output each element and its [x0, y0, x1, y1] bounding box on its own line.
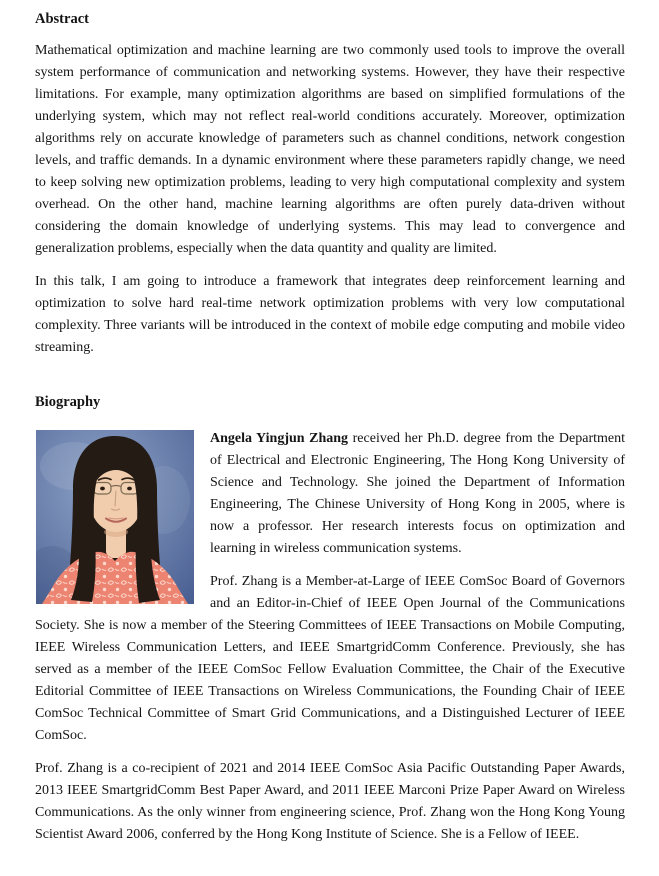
speaker-photo: [36, 430, 194, 604]
biography-heading: Biography: [35, 394, 101, 410]
biography-section: [35, 428, 625, 846]
abstract-paragraph-2: In this talk, I am going to introduce a framework that integrates deep reinforcement learning and optimization to solve hard real-time network optimization problems with very low computational complexity. Three variants will be introduced in the context of mobile edge computing and mobile video streaming.: [35, 274, 625, 355]
abstract-paragraph-1: Mathematical optimization and machine learning are two commonly used tools to improve the overall system performance of communication and networking systems. However, they have their respective limitations. For example, many optimization algorithms are based on simplified formulations of the underlying system, which may not reflect real-world conditions accurately. Moreover, optimization algorithms rely on accurate knowledge of parameters such as channel conditions, network congestion levels, and traffic demands. In a dynamic environment where these parameters rapidly change, we need to keep solving new optimization problems, leading to very high computational complexity and system overhead. On the other hand, machine learning algorithms are often purely data-driven without considering the domain knowledge of underlying systems. This may lead to convergence and generalization problems, especially when the data quantity and quality are limited.: [35, 43, 625, 256]
speaker-portrait-image: [36, 430, 194, 604]
biography-paragraph-2: Prof. Zhang is a Member-at-Large of IEEE ComSoc Board of Governors and an Editor-in-Chief of IEEE Open Journal of the Communications Society. She is now a member of the Steering Committees of IEEE Transactions on Mobile Computing, IEEE Wireless Communication Letters, and IEEE SmartgridComm Conference. Previously, she has served as a member of the IEEE ComSoc Fellow Evaluation Committee, the Chair of the Executive Editorial Committee of IEEE Transactions on Wireless Communications, the Founding Chair of IEEE ComSoc Technical Committee of Smart Grid Communications, and a Distinguished Lecturer of IEEE ComSoc.: [35, 574, 625, 743]
photo-eyes: [100, 487, 105, 491]
biography-paragraph-3: Prof. Zhang is a co-recipient of 2021 and 2014 IEEE ComSoc Asia Pacific Outstanding Paper Awards, 2013 IEEE SmartgridComm Best Paper Award, and 2011 IEEE Marconi Prize Paper Award on Wireless Communications. As the only winner from engineering science, Prof. Zhang won the Hong Kong Young Scientist Award 2006, conferred by the Hong Kong Institute of Science. She is a Fellow of IEEE.: [35, 761, 625, 842]
biography-paragraph-1-text: received her Ph.D. degree from the Department of Electrical and Electronic Engineering, The Hong Kong University of Science and Technology. She joined the Department of Information Engineering, The Chinese University of Hong Kong in 2005, where is now a professor. Her research interests focus on optimization and learning in wireless communication systems.: [210, 431, 625, 556]
speaker-name: Angela Yingjun Zhang: [210, 431, 349, 446]
abstract-heading: Abstract: [35, 11, 89, 27]
